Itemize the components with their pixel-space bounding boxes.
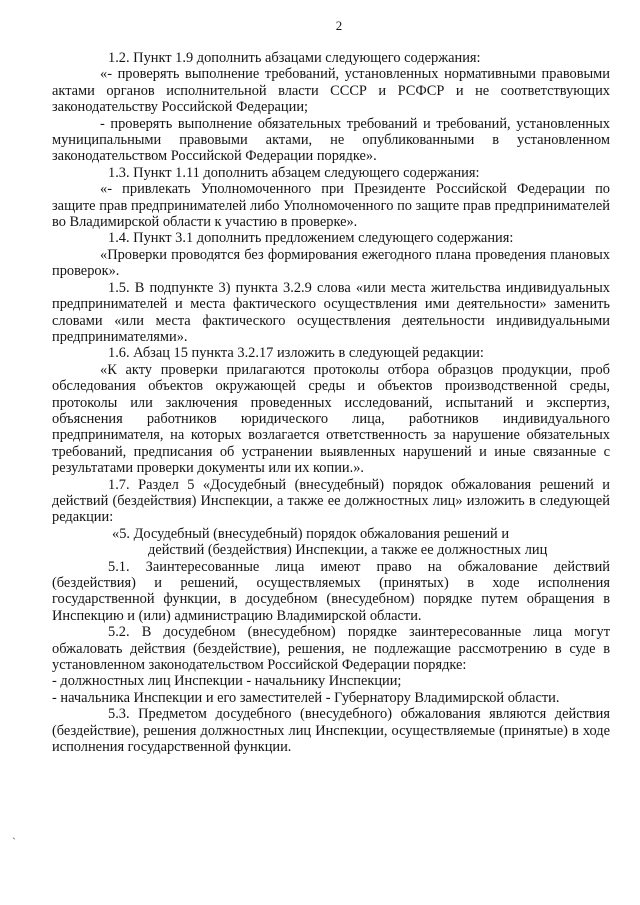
paragraph-5-2-item-1: - должностных лиц Инспекции - начальнику Инспекции; — [52, 673, 402, 690]
paragraph-1-4-item: «Проверки проводятся без формирования ежегодного плана проведения плановых проверок». — [52, 246, 610, 280]
section-5-heading-line-1: «5. Досудебный (внесудебный) порядок обжалования решений и — [112, 525, 510, 542]
paragraph-1-6: 1.6. Абзац 15 пункта 3.2.17 изложить в следующей редакции: — [108, 345, 484, 362]
scan-mark: ` — [12, 835, 16, 849]
paragraph-5-2-item-2: - начальника Инспекции и его заместителей - Губернатору Владимирской области. — [52, 689, 560, 706]
paragraph-5-2: 5.2. В досудебном (внесудебном) порядке заинтересованные лица могут обжаловать действия (бездействие), решения, не подлежащие рассмотрению в суде в установленном законодательством Российской Федерации порядке: — [52, 624, 610, 674]
paragraph-1-2: 1.2. Пункт 1.9 дополнить абзацами следующего содержания: — [108, 50, 481, 66]
paragraph-1-7: 1.7. Раздел 5 «Досудебный (внесудебный) порядок обжалования решений и действий (бездействия) Инспекции, а также ее должностных лиц» изложить в следующей редакции: — [52, 476, 610, 526]
paragraph-1-2-item-2: - проверять выполнение обязательных требований и требований, установленных муниципальными правовыми актами, не опубликованными в установленном законодательством Российской Федерации порядке». — [52, 115, 610, 165]
paragraph-1-3-item: «- привлекать Уполномоченного при Президенте Российской Федерации по защите прав предпринимателей либо Уполномоченного по защите прав предпринимателей во Владимирской области к участию в проверке». — [52, 181, 610, 231]
paragraph-1-3: 1.3. Пункт 1.11 дополнить абзацем следующего содержания: — [108, 164, 480, 181]
paragraph-5-1: 5.1. Заинтересованные лица имеют право на обжалование действий (бездействия) и решений, осуществляемых (принятых) в ходе исполнения государственной функции, в досудебном (внесудебном) порядке путем обращения в Инспекцию и (или) администрацию Владимирской области. — [52, 558, 610, 624]
paragraph-1-4: 1.4. Пункт 3.1 дополнить предложением следующего содержания: — [108, 230, 514, 247]
paragraph-1-2-item-1: «- проверять выполнение требований, установленных нормативными правовыми актами органов исполнительной власти СССР и РСФСР и не соответствующих законодательству Российской Федерации; — [52, 66, 610, 116]
section-5-heading-line-2: действий (бездействия) Инспекции, а также ее должностных лиц — [148, 542, 548, 559]
page-number: 2 — [335, 18, 343, 33]
paragraph-5-3: 5.3. Предметом досудебного (внесудебного) обжалования являются действия (бездействие), решения должностных лиц Инспекции, осуществляемые (принятые) в ходе исполнения государственной функции. — [52, 706, 610, 756]
paragraph-1-5: 1.5. В подпункте 3) пункта 3.2.9 слова «или места жительства индивидуальных предпринимателей и места фактического осуществления ими деятельности» заменить словами «или места фактического осуществления деятельности индивидуальными предпринимателями». — [52, 279, 610, 345]
paragraph-1-6-item: «К акту проверки прилагаются протоколы отбора образцов продукции, проб обследования объектов окружающей среды и объектов производственной среды, протоколы или заключения проведенных исследований, испытаний и экспертиз, объяснения работников юридического лица, работников индивидуального предпринимателя, на которых возлагается ответственность за нарушение обязательных требований, предписания об устранении выявленных нарушений и иные связанные с результатами проверки документы или их копии.». — [52, 361, 610, 477]
